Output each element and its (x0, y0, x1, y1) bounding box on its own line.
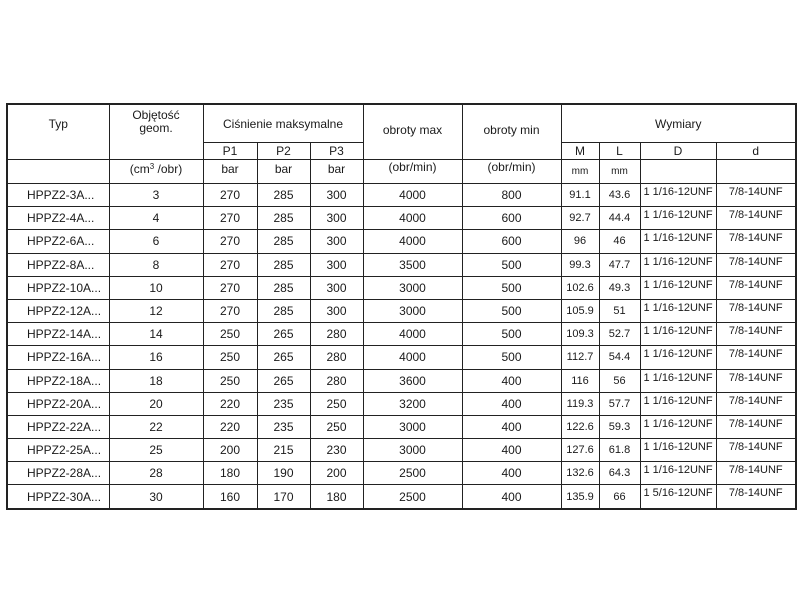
header-m: M (561, 143, 599, 160)
cell-p2: 170 (257, 485, 310, 509)
table-row (7, 230, 796, 253)
cell-p1: 250 (203, 346, 257, 369)
header-cisnienie: Ciśnienie maksymalne (203, 104, 363, 143)
cell-typ: HPPZ2-30A... (7, 485, 109, 509)
cell-p1: 270 (203, 253, 257, 276)
cell-d-small: 7/8-14UNF (716, 485, 796, 509)
cell-m: 99.3 (561, 253, 599, 276)
cell-obroty-max: 3000 (363, 299, 462, 322)
cell-d-big: 1 1/16-12UNF (640, 462, 716, 485)
cell-d-big: 1 1/16-12UNF (640, 323, 716, 346)
table-row (7, 299, 796, 322)
units-objetosc (109, 160, 203, 184)
cell-obroty-min: 500 (462, 253, 561, 276)
cell-volume: 30 (109, 485, 203, 509)
table-row (7, 253, 796, 276)
units-objetosc-post: /obr) (154, 162, 183, 176)
cell-d-big: 1 1/16-12UNF (640, 346, 716, 369)
cell-l: 57.7 (599, 392, 640, 415)
cell-d-small: 7/8-14UNF (716, 392, 796, 415)
cell-obroty-max: 2500 (363, 485, 462, 509)
cell-obroty-min: 800 (462, 184, 561, 207)
cell-typ: HPPZ2-8A... (7, 253, 109, 276)
cell-d-big: 1 5/16-12UNF (640, 485, 716, 509)
header-obroty-min: obroty min (462, 104, 561, 160)
units-typ-empty (7, 160, 109, 184)
cell-p3: 300 (310, 253, 363, 276)
cell-volume: 10 (109, 276, 203, 299)
cell-obroty-min: 500 (462, 276, 561, 299)
cell-p3: 280 (310, 346, 363, 369)
cell-volume: 8 (109, 253, 203, 276)
cell-obroty-min: 400 (462, 392, 561, 415)
cell-typ: HPPZ2-10A... (7, 276, 109, 299)
cell-p1: 270 (203, 184, 257, 207)
cell-d-small: 7/8-14UNF (716, 253, 796, 276)
cell-obroty-max: 4000 (363, 207, 462, 230)
cell-p1: 220 (203, 415, 257, 438)
cell-obroty-max: 4000 (363, 230, 462, 253)
cell-p2: 285 (257, 253, 310, 276)
cell-m: 135.9 (561, 485, 599, 509)
cell-m: 105.9 (561, 299, 599, 322)
cell-p2: 285 (257, 299, 310, 322)
cell-p3: 300 (310, 299, 363, 322)
cell-p3: 300 (310, 230, 363, 253)
cell-p1: 270 (203, 299, 257, 322)
cell-p1: 180 (203, 462, 257, 485)
units-objetosc-pre: (cm (129, 162, 150, 176)
cell-volume: 18 (109, 369, 203, 392)
header-objetosc-line2: geom. (139, 121, 173, 135)
cell-volume: 20 (109, 392, 203, 415)
cell-obroty-min: 600 (462, 230, 561, 253)
cell-m: 122.6 (561, 415, 599, 438)
cell-volume: 28 (109, 462, 203, 485)
cell-obroty-min: 400 (462, 415, 561, 438)
units-mm-1: mm (561, 160, 599, 184)
cell-m: 132.6 (561, 462, 599, 485)
cell-m: 127.6 (561, 439, 599, 462)
cell-p3: 180 (310, 485, 363, 509)
cell-p3: 230 (310, 439, 363, 462)
units-mm-2: mm (599, 160, 640, 184)
cell-volume: 25 (109, 439, 203, 462)
cell-d-small: 7/8-14UNF (716, 299, 796, 322)
cell-obroty-max: 3500 (363, 253, 462, 276)
table-row (7, 415, 796, 438)
cell-p1: 160 (203, 485, 257, 509)
header-d-big: D (640, 143, 716, 160)
cell-d-small: 7/8-14UNF (716, 369, 796, 392)
pump-spec-table (6, 103, 797, 510)
cell-l: 61.8 (599, 439, 640, 462)
cell-p3: 280 (310, 323, 363, 346)
cell-typ: HPPZ2-3A... (7, 184, 109, 207)
cell-obroty-min: 500 (462, 346, 561, 369)
header-p1: P1 (203, 143, 257, 160)
cell-typ: HPPZ2-28A... (7, 462, 109, 485)
cell-p3: 300 (310, 184, 363, 207)
table-row (7, 392, 796, 415)
units-bar-2: bar (257, 160, 310, 184)
cell-d-small: 7/8-14UNF (716, 207, 796, 230)
cell-volume: 22 (109, 415, 203, 438)
cell-typ: HPPZ2-16A... (7, 346, 109, 369)
header-typ: Typ (7, 104, 109, 160)
header-l: L (599, 143, 640, 160)
cell-p3: 200 (310, 462, 363, 485)
table-row (7, 462, 796, 485)
cell-p1: 250 (203, 323, 257, 346)
cell-p2: 235 (257, 415, 310, 438)
data-rows (7, 184, 796, 509)
units-bar-3: bar (310, 160, 363, 184)
cell-m: 96 (561, 230, 599, 253)
header-p2: P2 (257, 143, 310, 160)
cell-obroty-min: 400 (462, 439, 561, 462)
cell-obroty-min: 400 (462, 369, 561, 392)
header-row-1 (7, 104, 796, 143)
cell-l: 47.7 (599, 253, 640, 276)
cell-p2: 285 (257, 207, 310, 230)
units-row (7, 160, 796, 184)
cell-volume: 14 (109, 323, 203, 346)
cell-d-big: 1 1/16-12UNF (640, 369, 716, 392)
cell-m: 102.6 (561, 276, 599, 299)
cell-d-small: 7/8-14UNF (716, 276, 796, 299)
cell-p2: 285 (257, 184, 310, 207)
cell-m: 112.7 (561, 346, 599, 369)
table-row (7, 346, 796, 369)
cell-d-big: 1 1/16-12UNF (640, 415, 716, 438)
cell-l: 44.4 (599, 207, 640, 230)
cell-d-big: 1 1/16-12UNF (640, 207, 716, 230)
header-wymiary: Wymiary (561, 104, 796, 143)
table-row (7, 276, 796, 299)
cell-p2: 190 (257, 462, 310, 485)
header-objetosc-line1: Objętość (132, 108, 180, 122)
cell-p2: 285 (257, 276, 310, 299)
table-row (7, 439, 796, 462)
cell-l: 59.3 (599, 415, 640, 438)
cell-volume: 16 (109, 346, 203, 369)
cell-p3: 300 (310, 207, 363, 230)
cell-typ: HPPZ2-4A... (7, 207, 109, 230)
units-d-big-empty (640, 160, 716, 184)
table-row (7, 485, 796, 509)
cell-volume: 3 (109, 184, 203, 207)
cell-p3: 280 (310, 369, 363, 392)
cell-m: 109.3 (561, 323, 599, 346)
table-row (7, 369, 796, 392)
cell-typ: HPPZ2-18A... (7, 369, 109, 392)
table-row (7, 323, 796, 346)
cell-p3: 300 (310, 276, 363, 299)
cell-d-big: 1 1/16-12UNF (640, 392, 716, 415)
cell-obroty-min: 500 (462, 299, 561, 322)
cell-obroty-max: 3000 (363, 276, 462, 299)
cell-d-small: 7/8-14UNF (716, 439, 796, 462)
cell-obroty-max: 4000 (363, 323, 462, 346)
cell-p2: 265 (257, 323, 310, 346)
cell-obroty-max: 3000 (363, 415, 462, 438)
cell-p3: 250 (310, 392, 363, 415)
cell-volume: 6 (109, 230, 203, 253)
cell-d-big: 1 1/16-12UNF (640, 439, 716, 462)
cell-p1: 250 (203, 369, 257, 392)
cell-d-big: 1 1/16-12UNF (640, 184, 716, 207)
units-bar-1: bar (203, 160, 257, 184)
cell-obroty-min: 600 (462, 207, 561, 230)
cell-obroty-max: 3000 (363, 439, 462, 462)
cell-l: 46 (599, 230, 640, 253)
header-obroty-max: obroty max (363, 104, 462, 160)
cell-obroty-min: 500 (462, 323, 561, 346)
cell-p1: 270 (203, 276, 257, 299)
cell-volume: 4 (109, 207, 203, 230)
units-objetosc-sup: 3 (149, 162, 155, 171)
cell-p1: 220 (203, 392, 257, 415)
cell-p3: 250 (310, 415, 363, 438)
cell-d-big: 1 1/16-12UNF (640, 253, 716, 276)
units-obr-max: (obr/min) (363, 160, 462, 184)
cell-l: 64.3 (599, 462, 640, 485)
cell-p2: 285 (257, 230, 310, 253)
cell-obroty-min: 400 (462, 485, 561, 509)
cell-l: 56 (599, 369, 640, 392)
header-p3: P3 (310, 143, 363, 160)
cell-l: 51 (599, 299, 640, 322)
cell-p2: 265 (257, 346, 310, 369)
cell-d-small: 7/8-14UNF (716, 323, 796, 346)
cell-volume: 12 (109, 299, 203, 322)
header-objetosc (109, 104, 203, 160)
cell-d-small: 7/8-14UNF (716, 346, 796, 369)
cell-p1: 270 (203, 230, 257, 253)
cell-obroty-max: 3200 (363, 392, 462, 415)
header-d-small: d (716, 143, 796, 160)
cell-obroty-max: 2500 (363, 462, 462, 485)
cell-d-big: 1 1/16-12UNF (640, 230, 716, 253)
cell-typ: HPPZ2-22A... (7, 415, 109, 438)
cell-l: 43.6 (599, 184, 640, 207)
cell-p2: 265 (257, 369, 310, 392)
cell-l: 66 (599, 485, 640, 509)
cell-typ: HPPZ2-12A... (7, 299, 109, 322)
cell-obroty-max: 3600 (363, 369, 462, 392)
cell-m: 92.7 (561, 207, 599, 230)
cell-obroty-max: 4000 (363, 184, 462, 207)
cell-l: 52.7 (599, 323, 640, 346)
cell-typ: HPPZ2-14A... (7, 323, 109, 346)
cell-d-small: 7/8-14UNF (716, 230, 796, 253)
cell-obroty-min: 400 (462, 462, 561, 485)
cell-l: 49.3 (599, 276, 640, 299)
units-d-small-empty (716, 160, 796, 184)
cell-d-big: 1 1/16-12UNF (640, 276, 716, 299)
cell-typ: HPPZ2-25A... (7, 439, 109, 462)
cell-p2: 215 (257, 439, 310, 462)
cell-d-small: 7/8-14UNF (716, 415, 796, 438)
cell-typ: HPPZ2-6A... (7, 230, 109, 253)
cell-m: 91.1 (561, 184, 599, 207)
table-row (7, 207, 796, 230)
cell-obroty-max: 4000 (363, 346, 462, 369)
cell-p1: 270 (203, 207, 257, 230)
cell-d-big: 1 1/16-12UNF (640, 299, 716, 322)
cell-typ: HPPZ2-20A... (7, 392, 109, 415)
cell-p1: 200 (203, 439, 257, 462)
cell-d-small: 7/8-14UNF (716, 462, 796, 485)
cell-m: 119.3 (561, 392, 599, 415)
cell-d-small: 7/8-14UNF (716, 184, 796, 207)
cell-l: 54.4 (599, 346, 640, 369)
cell-m: 116 (561, 369, 599, 392)
cell-p2: 235 (257, 392, 310, 415)
table-row (7, 184, 796, 207)
units-obr-min: (obr/min) (462, 160, 561, 184)
